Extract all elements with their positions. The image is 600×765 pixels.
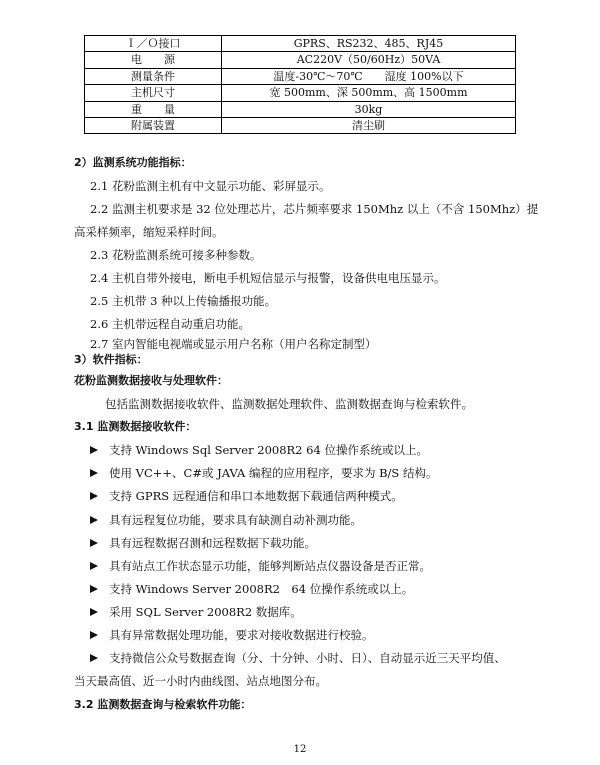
list-item-text: 支持 GPRS 远程通信和串口本地数据下载通信两种模式。	[109, 489, 403, 503]
section-3-1-heading: 3.1 监测数据接收软件：	[74, 420, 197, 433]
list-item	[90, 650, 506, 666]
list-item-text: 采用 SQL Server 2008R2 数据库。	[109, 605, 302, 619]
software-intro: 包括监测数据接收软件、监测数据处理软件、监测数据查询与检索软件。	[105, 397, 473, 411]
table-cell-value: GPRS、RS232、485、RJ45	[222, 36, 516, 52]
paragraph-2-7: 2.7 室内智能电视端或显示用户名称（用户名称定制型）	[90, 337, 377, 351]
list-item	[90, 604, 302, 620]
table-cell-value: 温度-30℃～70℃ 湿度 100%以下	[222, 68, 516, 84]
spec-table	[84, 35, 516, 134]
section-2-heading: 2）监测系统功能指标：	[74, 156, 192, 169]
paragraph-2-1: 2.1 花粉监测主机有中文显示功能、彩屏显示。	[90, 179, 331, 193]
list-item-text: 具有异常数据处理功能，要求对接收数据进行校验。	[109, 628, 374, 642]
list-item	[90, 488, 403, 504]
list-item-text: 使用 VC++、C#或 JAVA 编程的应用程序，要求为 B/S 结构。	[109, 466, 438, 480]
paragraph-2-6: 2.6 主机带远程自动重启功能。	[90, 317, 250, 331]
table-row	[85, 101, 516, 117]
list-item-text: 具有站点工作状态显示功能，能够判断站点仪器设备是否正常。	[109, 559, 431, 573]
paragraph-2-2: 2.2 监测主机要求是 32 位处理芯片，芯片频率要求 150Mhz 以上（不含 150Mhz）提	[90, 202, 539, 216]
software-subheading: 花粉监测数据接收与处理软件：	[74, 374, 228, 387]
list-item-text: 支持 Windows Server 2008R2 64 位操作系统或以上。	[109, 582, 414, 596]
arrow-bullet-icon	[90, 562, 98, 570]
table-cell-value: 清尘刷	[222, 118, 516, 134]
arrow-bullet-icon	[90, 585, 98, 593]
paragraph-2-2-continued: 高采样频率，缩短采样时间。	[74, 225, 224, 239]
paragraph-2-4: 2.4 主机自带外接电，断电手机短信显示与报警，设备供电电压显示。	[90, 271, 446, 285]
arrow-bullet-icon	[90, 631, 98, 639]
paragraph-2-5: 2.5 主机带 3 种以上传输播报功能。	[90, 294, 277, 308]
list-item	[90, 627, 374, 643]
table-cell-label: 测量条件	[85, 68, 222, 84]
paragraph-2-3: 2.3 花粉监测系统可接多种参数。	[90, 248, 262, 262]
page-number: 12	[293, 744, 307, 755]
list-item-continuation: 当天最高值、近一小时内曲线图、站点地图分布。	[74, 674, 327, 688]
section-3-2-heading: 3.2 监测数据查询与检索软件功能：	[74, 698, 252, 711]
table-row	[85, 52, 516, 68]
table-cell-label: Ｉ／Ｏ接口	[85, 36, 222, 52]
table-cell-value: 30kg	[222, 101, 516, 117]
table-cell-label: 重 量	[85, 101, 222, 117]
table-row	[85, 118, 516, 134]
arrow-bullet-icon	[90, 469, 98, 477]
arrow-bullet-icon	[90, 446, 98, 454]
table-cell-value: 宽 500mm、深 500mm、高 1500mm	[222, 85, 516, 101]
list-item-text: 具有远程数据召测和远程数据下载功能。	[109, 536, 316, 550]
arrow-bullet-icon	[90, 539, 98, 547]
list-item	[90, 558, 431, 574]
list-item	[90, 442, 428, 458]
arrow-bullet-icon	[90, 492, 98, 500]
table-cell-value: AC220V（50/60Hz）50VA	[222, 52, 516, 68]
table-row	[85, 36, 516, 52]
table-row	[85, 68, 516, 84]
section-3-heading: 3）软件指标：	[74, 353, 148, 366]
table-cell-label: 主机尺寸	[85, 85, 222, 101]
list-item	[90, 512, 362, 528]
arrow-bullet-icon	[90, 516, 98, 524]
arrow-bullet-icon	[90, 654, 98, 662]
list-item	[90, 581, 413, 597]
table-row	[85, 85, 516, 101]
list-item-text: 支持微信公众号数据查询（分、十分钟、小时、日）、自动显示近三天平均值、	[109, 651, 506, 665]
list-item	[90, 465, 437, 481]
arrow-bullet-icon	[90, 608, 98, 616]
list-item	[90, 535, 316, 551]
table-cell-label: 附属装置	[85, 118, 222, 134]
list-item-text: 支持 Windows Sql Server 2008R2 64 位操作系统或以上。	[109, 443, 428, 457]
list-item-text: 具有远程复位功能，要求具有缺测自动补测功能。	[109, 513, 362, 527]
table-cell-label: 电 源	[85, 52, 222, 68]
